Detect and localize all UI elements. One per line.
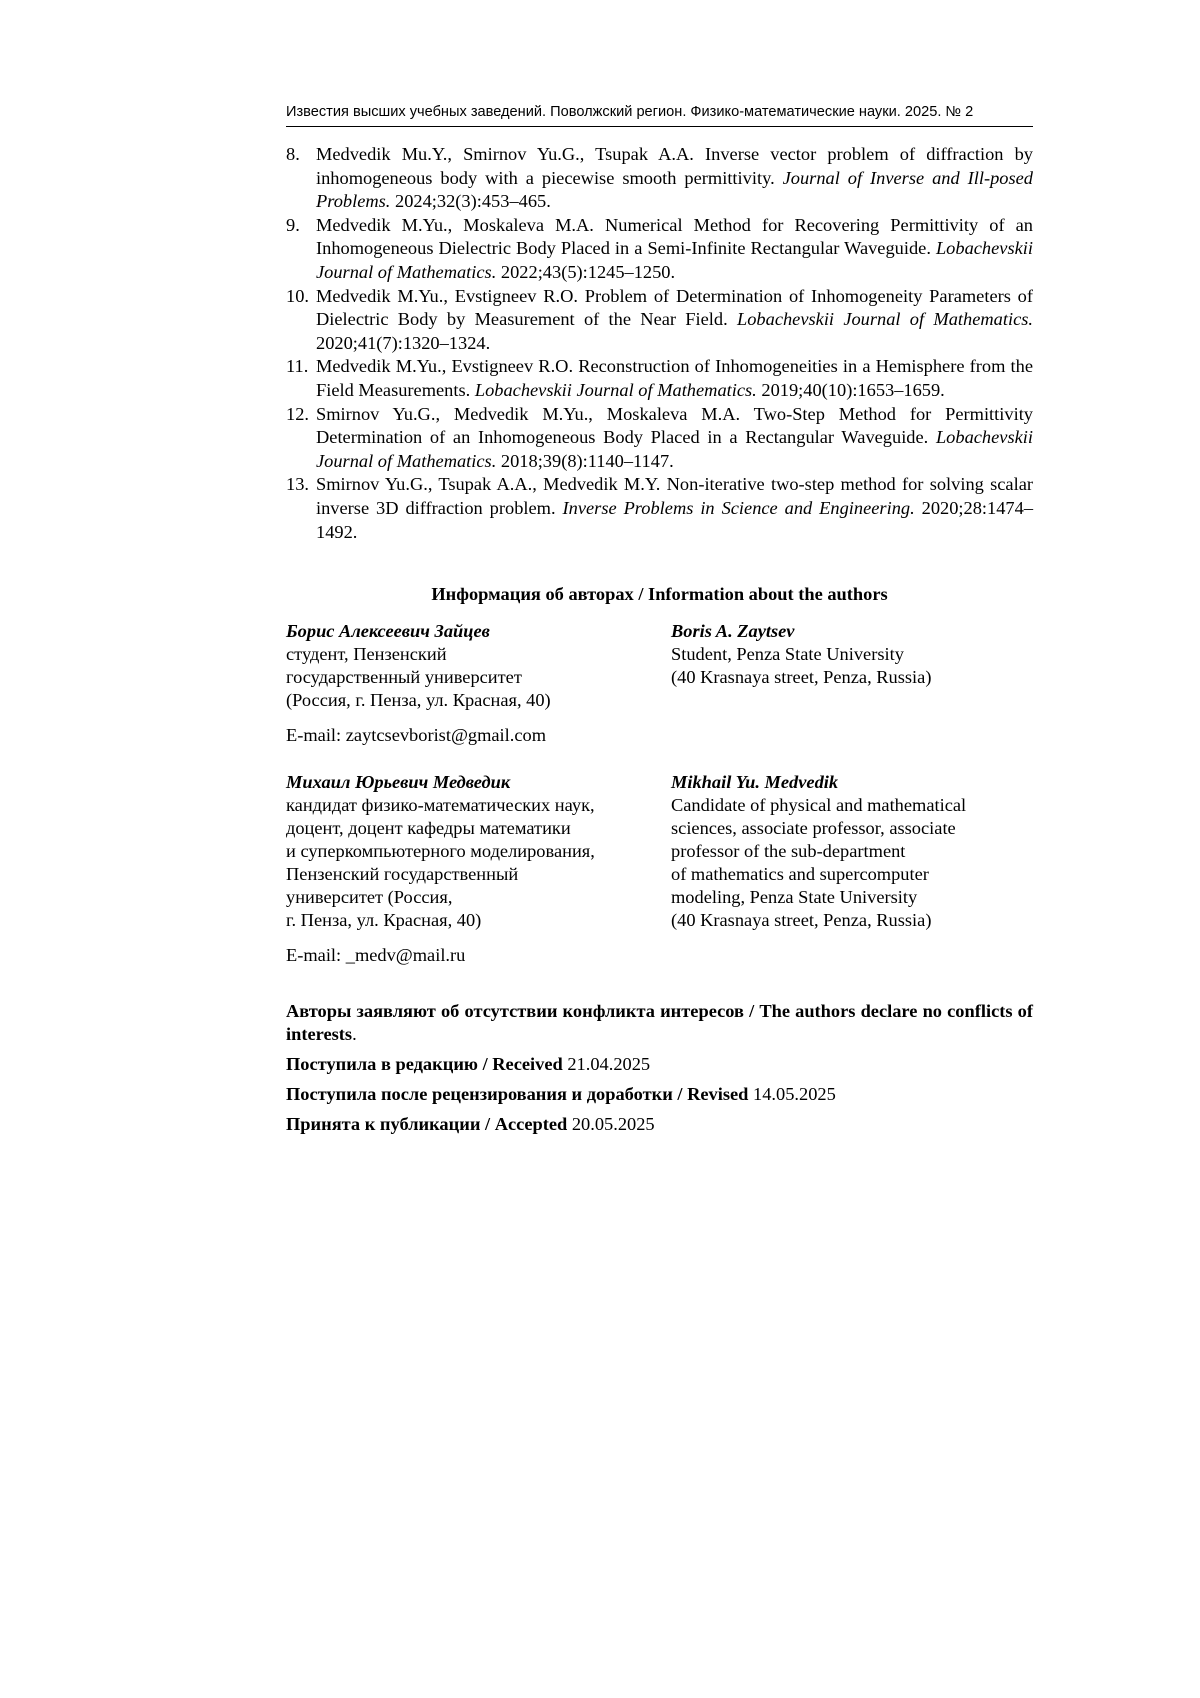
author-line-en: (40 Krasnaya street, Penza, Russia) [671,667,932,687]
author-line-en: (40 Krasnaya street, Penza, Russia) [671,910,932,930]
author-line-en: Student, Penza State University [671,644,904,664]
reference-number: 13. [286,474,309,495]
author-info-ru [286,620,671,712]
revised-date: 14.05.2025 [753,1084,836,1104]
received-label: Поступила в редакцию / Received [286,1054,563,1074]
reference-journal: Lobachevskii Journal of Mathematics. [316,427,1033,471]
author-info-en [671,771,1033,932]
reference-item [286,355,1033,402]
author-line-ru: и суперкомпьютерного моделирования, [286,841,595,861]
running-header: Известия высших учебных заведений. Поволжский регион. Физико-математические науки. 2025. № 2 [286,104,974,120]
reference-item [286,403,1033,474]
reference-journal: Journal of Inverse and Ill-posed Problems. [316,167,1033,212]
reference-item [286,285,1033,356]
author-line-ru: (Россия, г. Пенза, ул. Красная, 40) [286,690,551,710]
author-name-ru: Михаил Юрьевич Медведик [286,772,511,792]
author-name-ru: Борис Алексеевич Зайцев [286,621,490,641]
accepted-line [286,1113,1033,1136]
author-line-ru: Пензенский государственный [286,864,519,884]
author-line-en: professor of the sub-department [671,841,906,861]
reference-text: Medvedik M.Yu., Evstigneev R.O. Reconstruction of Inhomogeneities in a Hemisphere from the Field Measurements. Lobachevskii Journal of Mathematics. 2019;40(10):1653–1659. [316,356,1033,400]
reference-number: 12. [286,403,309,424]
conflict-statement: Авторы заявляют об отсутствии конфликта интересов / The authors declare no conflicts of interests. [286,1001,1033,1044]
reference-item [286,473,1033,544]
accepted-label: Принята к публикации / Accepted [286,1114,568,1134]
author-line-ru: студент, Пензенский [286,644,447,664]
reference-number: 11. [286,356,309,377]
author-name-en: Boris A. Zaytsev [671,621,795,641]
author-block [286,771,1033,967]
author-line-en: sciences, associate professor, associate [671,818,956,838]
author-line-ru: доцент, доцент кафедры математики [286,818,571,838]
revised-label: Поступила после рецензирования и доработки / Revised [286,1084,749,1104]
reference-text: Medvedik M.Yu., Evstigneev R.O. Problem of Determination of Inhomogeneity Parameters of Dielectric Body by Measurement of the Near Field. Lobachevskii Journal of Mathematics. 2020;41(7):1320–1324. [316,285,1033,353]
reference-number: 8. [286,144,300,164]
reference-journal: Lobachevskii Journal of Mathematics. [737,309,1033,330]
author-line-en: Candidate of physical and mathematical [671,795,967,815]
author-line-ru: г. Пенза, ул. Красная, 40) [286,910,482,930]
reference-number: 9. [286,214,300,235]
reference-journal: Lobachevskii Journal of Mathematics. [316,238,1033,282]
article-footer [286,1000,1033,1143]
author-line-ru: кандидат физико-математических наук, [286,795,595,815]
reference-text: Medvedik M.Yu., Moskaleva M.A. Numerical Method for Recovering Permittivity of an Inhomogeneous Dielectric Body Placed in a Semi-Infinite Rectangular Waveguide. Lobachevskii Journal of Mathematics. 2022;43(5):1245–1250. [316,214,1033,282]
author-line-en: of mathematics and supercomputer [671,864,929,884]
revised-line [286,1083,1033,1106]
header-divider [286,126,1033,127]
reference-journal: Inverse Problems in Science and Engineering. [562,497,915,518]
received-date: 21.04.2025 [567,1054,651,1074]
author-email: E-mail: _medv@mail.ru [286,945,466,965]
reference-item [286,143,1033,214]
reference-text: Medvedik Mu.Y., Smirnov Yu.G., Tsupak A.A. Inverse vector problem of diffraction by inhomogeneous body with a piecewise smooth permittivity. Journal of Inverse and Ill-posed Problems. 2024;32(3):453–465. [316,144,1033,212]
reference-list [286,143,1033,544]
authors-section-title: Информация об авторах / Information about the authors [431,584,888,604]
author-info-en [671,620,1033,712]
author-name-en: Mikhail Yu. Medvedik [671,772,839,792]
reference-journal: Lobachevskii Journal of Mathematics. [474,379,757,400]
received-line [286,1053,1033,1076]
author-info-ru [286,771,671,932]
author-line-ru: университет (Россия, [286,887,453,907]
author-line-ru: государственный университет [286,667,522,687]
accepted-date: 20.05.2025 [571,1114,655,1134]
reference-number: 10. [286,285,309,306]
author-line-en: modeling, Penza State University [671,887,918,907]
reference-item [286,214,1033,285]
reference-text: Smirnov Yu.G., Tsupak A.A., Medvedik M.Y. Non-iterative two-step method for solving scalar inverse 3D diffraction problem. Inverse Problems in Science and Engineering. 2020;28:1474–1492. [316,474,1034,542]
author-email: E-mail: zaytcsevborist@gmail.com [286,725,547,745]
author-block [286,620,1033,747]
reference-text: Smirnov Yu.G., Medvedik M.Yu., Moskaleva M.A. Two-Step Method for Permittivity Determination of an Inhomogeneous Body Placed in a Rectangular Waveguide. Lobachevskii Journal of Mathematics. 2018;39(8):1140–1147. [316,403,1033,471]
